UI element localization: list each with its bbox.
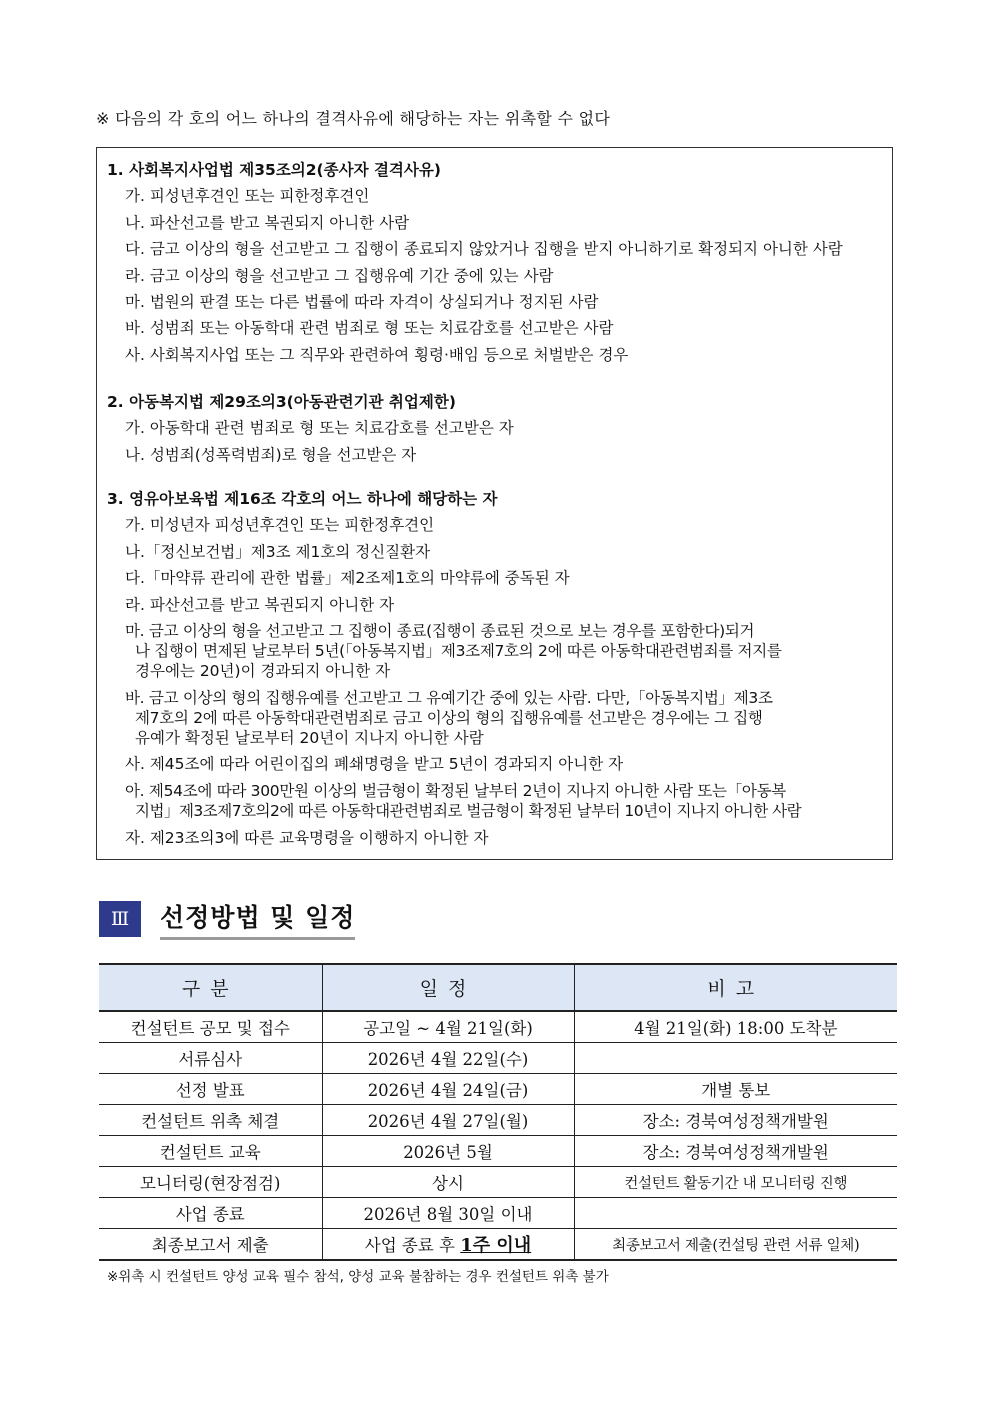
list-item: 라. 파산선고를 받고 복권되지 아니한 자 — [125, 596, 395, 614]
row-date-emphasis: 1주 이내 — [460, 1235, 532, 1256]
row-name: 최종보고서 제출 — [99, 1229, 322, 1261]
row-date: 2026년 5월 — [322, 1136, 574, 1167]
table-header-row — [99, 964, 897, 1011]
row-date: 2026년 4월 24일(금) — [322, 1074, 574, 1105]
list-item: 바. 금고 이상의 형의 집행유예를 선고받고 그 유예기간 중에 있는 사람. 다만,「아동복지법」제3조 — [125, 689, 773, 707]
row-name: 선정 발표 — [99, 1074, 322, 1105]
row-date: 2026년 4월 27일(월) — [322, 1105, 574, 1136]
table-row — [99, 1011, 897, 1043]
row-note — [574, 1198, 897, 1229]
list-item-continued: 제7호의 2에 따른 아동학대관련범죄로 금고 이상의 형의 집행유예를 선고받은 경우에는 그 집행 — [135, 709, 763, 727]
table-row — [99, 1043, 897, 1074]
list-item: 나. 파산선고를 받고 복권되지 아니한 사람 — [125, 214, 410, 232]
list-item: 사. 사회복지사업 또는 그 직무와 관련하여 횡령·배임 등으로 처벌받은 경우 — [125, 346, 629, 364]
row-name: 컨설턴트 공모 및 접수 — [99, 1011, 322, 1043]
list-item: 나.「정신보건법」제3조 제1호의 정신질환자 — [125, 543, 431, 561]
section-number-badge: Ⅲ — [99, 901, 141, 937]
list-item: 가. 아동학대 관련 범죄로 형 또는 치료감호를 선고받은 자 — [125, 419, 514, 437]
list-item: 사. 제45조에 따라 어린이집의 폐쇄명령을 받고 5년이 경과되지 아니한 자 — [125, 755, 624, 773]
footnote: ※위촉 시 컨설턴트 양성 교육 필수 참석, 양성 교육 불참하는 경우 컨설턴트 위촉 불가 — [107, 1269, 609, 1285]
disqualification-note: ※ 다음의 각 호의 어느 하나의 결격사유에 해당하는 자는 위촉할 수 없다 — [96, 109, 611, 128]
row-name: 사업 종료 — [99, 1198, 322, 1229]
list-item-continued: 유예가 확정된 날로부터 20년이 지나지 아니한 사람 — [135, 729, 484, 747]
section-1-title: 1. 사회복지사업법 제35조의2(종사자 결격사유) — [107, 161, 441, 179]
row-note: 4월 21일(화) 18:00 도착분 — [574, 1011, 897, 1043]
list-item: 자. 제23조의3에 따른 교육명령을 이행하지 아니한 자 — [125, 829, 489, 847]
row-note: 장소: 경북여성정책개발원 — [574, 1136, 897, 1167]
row-note: 장소: 경북여성정책개발원 — [574, 1105, 897, 1136]
list-item-continued: 지법」제3조제7호의2에 따른 아동학대관련범죄로 벌금형이 확정된 날부터 10년이 지나지 아니한 사람 — [135, 802, 802, 820]
table-row — [99, 1229, 897, 1261]
list-item-continued: 경우에는 20년)이 경과되지 아니한 자 — [135, 662, 391, 680]
list-item: 라. 금고 이상의 형을 선고받고 그 집행유예 기간 중에 있는 사람 — [125, 267, 554, 285]
row-date: 상시 — [322, 1167, 574, 1198]
row-date — [322, 1229, 574, 1261]
list-item: 마. 법원의 판결 또는 다른 법률에 따라 자격이 상실되거나 정지된 사람 — [125, 293, 599, 311]
row-name: 서류심사 — [99, 1043, 322, 1074]
section-3-title: 3. 영유아보육법 제16조 각호의 어느 하나에 해당하는 자 — [107, 490, 498, 508]
list-item: 가. 미성년자 피성년후견인 또는 피한정후견인 — [125, 516, 435, 534]
schedule-table — [99, 963, 897, 1261]
list-item: 가. 피성년후견인 또는 피한정후견인 — [125, 187, 370, 205]
list-item-continued: 나 집행이 면제된 날로부터 5년(「아동복지법」제3조제7호의 2에 따른 아동학대관련범죄를 저지를 — [135, 642, 782, 660]
table-row — [99, 1105, 897, 1136]
row-note: 컨설턴트 활동기간 내 모니터링 진행 — [574, 1167, 897, 1198]
header-remarks: 비고 — [574, 964, 897, 1011]
row-date: 2026년 4월 22일(수) — [322, 1043, 574, 1074]
section-title: 선정방법 및 일정 — [160, 898, 355, 940]
list-item: 다.「마약류 관리에 관한 법률」제2조제1호의 마약류에 중독된 자 — [125, 569, 570, 587]
row-note — [574, 1043, 897, 1074]
row-date-prefix: 사업 종료 후 — [364, 1236, 461, 1255]
disqualification-box — [96, 147, 893, 860]
row-name: 모니터링(현장점검) — [99, 1167, 322, 1198]
list-item: 다. 금고 이상의 형을 선고받고 그 집행이 종료되지 않았거나 집행을 받지 아니하기로 확정되지 아니한 사람 — [125, 240, 843, 258]
row-note: 최종보고서 제출(컨설팅 관련 서류 일체) — [574, 1229, 897, 1261]
table-row — [99, 1136, 897, 1167]
section-2-title: 2. 아동복지법 제29조의3(아동관련기관 취업제한) — [107, 393, 456, 411]
row-name: 컨설턴트 교육 — [99, 1136, 322, 1167]
row-name: 컨설턴트 위촉 체결 — [99, 1105, 322, 1136]
row-note: 개별 통보 — [574, 1074, 897, 1105]
list-item: 마. 금고 이상의 형을 선고받고 그 집행이 종료(집행이 종료된 것으로 보는 경우를 포함한다)되거 — [125, 622, 755, 640]
list-item: 아. 제54조에 따라 300만원 이상의 벌금형이 확정된 날부터 2년이 지나지 아니한 사람 또는「아동복 — [125, 782, 786, 800]
list-item: 나. 성범죄(성폭력범죄)로 형을 선고받은 자 — [125, 446, 417, 464]
table-row — [99, 1198, 897, 1229]
table-row — [99, 1074, 897, 1105]
list-item: 바. 성범죄 또는 아동학대 관련 범죄로 형 또는 치료감호를 선고받은 사람 — [125, 319, 614, 337]
table-row — [99, 1167, 897, 1198]
header-schedule: 일정 — [322, 964, 574, 1011]
row-date: 공고일 ~ 4월 21일(화) — [322, 1011, 574, 1043]
row-date: 2026년 8월 30일 이내 — [322, 1198, 574, 1229]
header-category: 구분 — [99, 964, 322, 1011]
